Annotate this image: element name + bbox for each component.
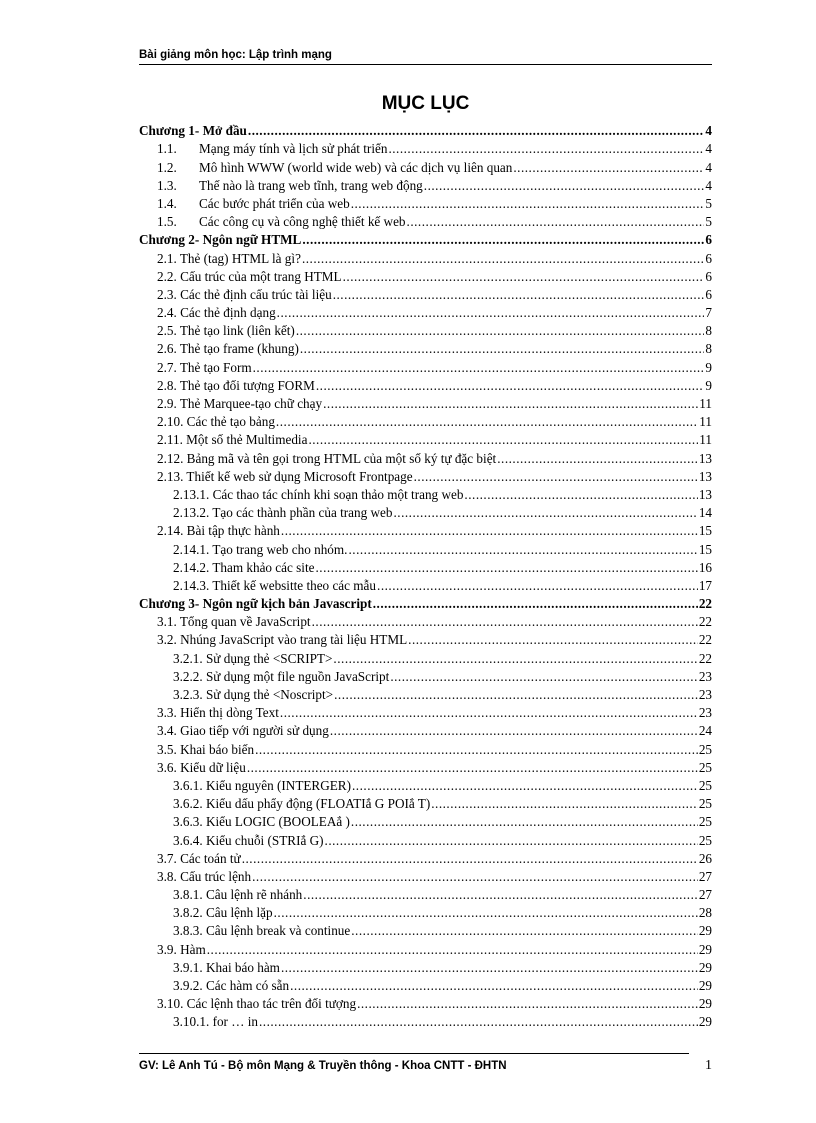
toc-entry-page: 25 xyxy=(698,759,712,775)
toc-entry-page: 23 xyxy=(698,687,712,702)
toc-entry-number: 1.2. xyxy=(157,159,177,175)
toc-entry-title: 3.8.1. Câu lệnh rẽ nhánh xyxy=(173,887,303,903)
dot-leader xyxy=(296,323,705,339)
toc-entry[interactable] xyxy=(139,812,712,830)
toc-entry-page: 4 xyxy=(705,141,712,157)
toc-entry-page: 13 xyxy=(698,450,712,466)
toc-entry-page: 7 xyxy=(705,305,712,321)
toc-entry-title: 2.14.2. Tham khảo các site xyxy=(173,559,315,575)
dot-leader xyxy=(497,451,698,467)
toc-entry-title: Chương 3- Ngôn ngữ kịch bản Javascript xyxy=(139,596,372,612)
toc-entry-page: 6 xyxy=(705,286,712,302)
dot-leader xyxy=(302,251,704,267)
toc-entry-page: 5 xyxy=(705,195,712,211)
dot-leader xyxy=(312,614,698,630)
toc-entry-page: 24 xyxy=(698,723,712,739)
dot-leader xyxy=(290,978,698,994)
toc-entry[interactable] xyxy=(139,139,712,157)
toc-entry-page: 6 xyxy=(705,250,712,266)
dot-leader xyxy=(352,778,698,794)
toc-entry-page: 29 xyxy=(698,941,712,957)
toc-entry-title: Mạng máy tính và lịch sử phát triển xyxy=(199,141,388,157)
toc-entry[interactable] xyxy=(139,612,712,630)
dot-leader xyxy=(351,923,698,939)
dot-leader xyxy=(390,669,698,685)
toc-entry-title: 3.1. Tổng quan về JavaScript xyxy=(157,614,311,630)
dot-leader xyxy=(408,632,698,648)
toc-entry-page: 26 xyxy=(698,850,712,866)
toc-entry-page: 13 xyxy=(698,468,712,484)
toc-entry-page: 9 xyxy=(705,377,712,393)
toc-entry-page: 4 xyxy=(705,123,712,139)
toc-entry-number: 1.3. xyxy=(157,177,177,193)
toc-entry-title: 2.14. Bài tập thực hành xyxy=(157,523,280,539)
toc-entry[interactable] xyxy=(139,339,712,357)
page-number: 1 xyxy=(705,1058,712,1073)
toc-entry-title: 3.8.2. Câu lệnh lặp xyxy=(173,905,273,921)
footer-rule xyxy=(139,1053,689,1054)
toc-entry[interactable] xyxy=(139,794,712,812)
dot-leader xyxy=(259,1014,698,1030)
dot-leader xyxy=(393,505,697,521)
toc-entry-page: 15 xyxy=(698,541,712,557)
toc-entry[interactable] xyxy=(139,867,712,885)
toc-entry-page: 29 xyxy=(698,1014,712,1030)
toc-entry[interactable] xyxy=(139,758,712,776)
toc-entry[interactable] xyxy=(139,176,712,194)
toc-entry-page: 9 xyxy=(705,359,712,375)
toc-entry-title: 2.12. Bảng mã và tên gọi trong HTML của một số ký tự đặc biệt xyxy=(157,450,497,466)
toc-entry-title: Thế nào là trang web tĩnh, trang web động xyxy=(199,177,423,193)
toc-entry-title: 2.7. Thẻ tạo Form xyxy=(157,359,252,375)
dot-leader xyxy=(316,378,705,394)
toc-entry-title: Các công cụ và công nghệ thiết kế web xyxy=(199,214,406,230)
toc-entry[interactable] xyxy=(139,721,712,739)
toc-entry-title: 2.11. Một số thẻ Multimedia xyxy=(157,432,308,448)
toc-entry-page: 17 xyxy=(698,577,712,593)
dot-leader xyxy=(325,833,698,849)
toc-entry-page: 8 xyxy=(705,323,712,339)
toc-entry[interactable] xyxy=(139,467,712,485)
dot-leader xyxy=(247,760,698,776)
dot-leader xyxy=(343,269,705,285)
dot-leader xyxy=(315,560,697,576)
toc-entry-title: 3.2.2. Sử dụng một file nguồn JavaScript xyxy=(173,668,390,684)
dot-leader xyxy=(255,742,698,758)
toc-entry[interactable] xyxy=(139,703,712,721)
toc-entry-page: 13 xyxy=(698,486,712,502)
toc-entry[interactable] xyxy=(139,958,712,976)
toc-entry-title: 2.6. Thẻ tạo frame (khung) xyxy=(157,341,299,357)
dot-leader xyxy=(242,851,698,867)
toc-entry-page: 6 xyxy=(705,268,712,284)
dot-leader xyxy=(373,596,698,612)
toc-entry-title: 3.6.4. Kiểu chuỗi (STRIắ G) xyxy=(173,832,324,848)
toc-entry-title: 3.6. Kiểu dữ liệu xyxy=(157,759,246,775)
toc-entry[interactable] xyxy=(139,376,712,394)
toc-entry-title: Chương 1- Mở đầu xyxy=(139,123,247,139)
toc-entry-page: 4 xyxy=(705,159,712,175)
toc-entry[interactable] xyxy=(139,212,712,230)
toc-entry[interactable] xyxy=(139,412,712,430)
toc-entry-page: 29 xyxy=(698,996,712,1012)
toc-entry-number: 1.4. xyxy=(157,195,177,211)
toc-entry-title: 3.3. Hiển thị dòng Text xyxy=(157,705,279,721)
toc-entry-page: 11 xyxy=(699,432,712,448)
dot-leader xyxy=(248,123,705,139)
dot-leader xyxy=(276,414,698,430)
toc-entry[interactable] xyxy=(139,1012,712,1030)
running-footer: GV: Lê Anh Tú - Bộ môn Mạng & Truyền thông - Khoa CNTT - ĐHTN xyxy=(139,1060,507,1072)
toc-entry-title: 2.13.2. Tạo các thành phần của trang web xyxy=(173,505,393,521)
header-rule xyxy=(139,64,712,65)
dot-leader xyxy=(281,523,698,539)
toc-entry-page: 11 xyxy=(699,396,712,411)
toc-entry[interactable] xyxy=(139,921,712,939)
toc-entry-title: 3.5. Khai báo biến xyxy=(157,741,255,757)
toc-entry-title: 2.8. Thẻ tạo đối tượng FORM xyxy=(157,377,315,393)
dot-leader xyxy=(300,341,705,357)
toc-entry[interactable] xyxy=(139,394,712,412)
dot-leader xyxy=(308,432,698,448)
dot-leader xyxy=(330,723,698,739)
toc-entry-page: 23 xyxy=(698,668,712,684)
toc-entry-page: 29 xyxy=(698,978,712,993)
dot-leader xyxy=(351,814,698,830)
toc-entry-page: 27 xyxy=(698,887,712,903)
dot-leader xyxy=(351,196,705,212)
dot-leader xyxy=(424,178,705,194)
toc-entry[interactable] xyxy=(139,285,712,303)
dot-leader xyxy=(274,905,698,921)
toc-entry-title: 3.10. Các lệnh thao tác trên đối tượng xyxy=(157,996,357,1012)
toc-entry[interactable] xyxy=(139,976,712,994)
dot-leader xyxy=(377,578,698,594)
toc-entry-page: 23 xyxy=(698,705,712,721)
dot-leader xyxy=(281,960,698,976)
toc-entry[interactable] xyxy=(139,558,712,576)
toc-entry-title: Mô hình WWW (world wide web) và các dịch vụ liên quan xyxy=(199,159,513,175)
toc-entry-page: 6 xyxy=(705,232,712,248)
toc-chapter-entry[interactable] xyxy=(139,594,712,612)
toc-entry[interactable] xyxy=(139,849,712,867)
toc-entry[interactable] xyxy=(139,667,712,685)
toc-entry[interactable] xyxy=(139,303,712,321)
toc-entry-page: 8 xyxy=(705,341,712,357)
toc-entry[interactable] xyxy=(139,630,712,648)
toc-entry[interactable] xyxy=(139,267,712,285)
toc-entry-title: 3.9.1. Khai báo hàm xyxy=(173,959,280,975)
toc-entry-page: 4 xyxy=(705,177,712,193)
table-of-contents xyxy=(139,121,712,1030)
toc-entry-title: 3.2.3. Sử dụng thẻ <Noscript> xyxy=(173,687,334,702)
dot-leader xyxy=(207,942,698,958)
toc-entry[interactable] xyxy=(139,448,712,466)
toc-entry-page: 25 xyxy=(698,814,712,830)
toc-entry-title: 3.10.1. for … in xyxy=(173,1014,258,1030)
toc-entry-title: 3.6.3. Kiểu LOGIC (BOOLEAắ ) xyxy=(173,814,350,830)
toc-chapter-entry[interactable] xyxy=(139,121,712,139)
toc-entry-title: 2.5. Thẻ tạo link (liên kết) xyxy=(157,323,295,339)
dot-leader xyxy=(357,996,698,1012)
toc-entry[interactable] xyxy=(139,994,712,1012)
dot-leader xyxy=(323,396,698,412)
toc-entry-title: 2.3. Các thẻ định cấu trúc tài liệu xyxy=(157,286,332,302)
toc-entry-page: 16 xyxy=(698,559,712,575)
toc-entry[interactable] xyxy=(139,776,712,794)
toc-entry-title: 2.13.1. Các thao tác chính khi soạn thảo một trang web xyxy=(173,486,464,502)
dot-leader xyxy=(407,214,705,230)
toc-entry-title: 2.1. Thẻ (tag) HTML là gì? xyxy=(157,250,301,266)
toc-entry[interactable] xyxy=(139,485,712,503)
toc-entry[interactable] xyxy=(139,157,712,175)
toc-entry-page: 14 xyxy=(698,505,712,521)
dot-leader xyxy=(464,487,697,503)
toc-entry-number: 1.1. xyxy=(157,141,177,157)
dot-leader xyxy=(388,141,704,157)
toc-entry-page: 22 xyxy=(698,650,712,666)
toc-entry-page: 29 xyxy=(698,923,712,939)
dot-leader xyxy=(252,869,698,885)
toc-entry-title: 2.14.1. Tạo trang web cho nhóm. xyxy=(173,541,348,557)
toc-entry-title: 3.6.1. Kiểu nguyên (INTERGER) xyxy=(173,777,351,793)
toc-entry-page: 29 xyxy=(698,959,712,975)
dot-leader xyxy=(431,796,698,812)
toc-entry-page: 22 xyxy=(698,596,712,612)
toc-entry[interactable] xyxy=(139,248,712,266)
dot-leader xyxy=(302,232,704,248)
toc-entry-title: 3.2.1. Sử dụng thẻ <SCRIPT> xyxy=(173,650,333,666)
toc-entry-title: 2.4. Các thẻ định dạng xyxy=(157,305,276,321)
toc-entry-page: 25 xyxy=(698,796,712,812)
toc-entry-title: 2.10. Các thẻ tạo bảng xyxy=(157,414,275,430)
dot-leader xyxy=(348,542,697,558)
toc-entry-page: 22 xyxy=(698,614,712,630)
toc-title: MỤC LỤC xyxy=(381,93,470,114)
dot-leader xyxy=(513,160,704,176)
toc-entry[interactable] xyxy=(139,321,712,339)
toc-entry-title: 3.4. Giao tiếp với người sử dụng xyxy=(157,723,329,739)
toc-entry-title: 3.8. Cấu trúc lệnh xyxy=(157,868,252,884)
toc-entry[interactable] xyxy=(139,521,712,539)
toc-entry[interactable] xyxy=(139,939,712,957)
toc-entry-page: 5 xyxy=(705,214,712,230)
running-header: Bài giảng môn học: Lập trình mạng xyxy=(139,49,332,61)
dot-leader xyxy=(414,469,698,485)
toc-entry[interactable] xyxy=(139,830,712,848)
dot-leader xyxy=(303,887,698,903)
toc-entry[interactable] xyxy=(139,685,712,703)
toc-entry[interactable] xyxy=(139,194,712,212)
toc-entry-title: 3.2. Nhúng JavaScript vào trang tài liệu HTML xyxy=(157,632,408,648)
toc-entry[interactable] xyxy=(139,885,712,903)
dot-leader xyxy=(277,305,705,321)
dot-leader xyxy=(333,287,705,303)
dot-leader xyxy=(280,705,698,721)
toc-entry[interactable] xyxy=(139,357,712,375)
dot-leader xyxy=(253,360,705,376)
toc-entry-title: Các bước phát triển của web xyxy=(199,195,350,211)
toc-entry-page: 25 xyxy=(698,741,712,757)
toc-entry[interactable] xyxy=(139,648,712,666)
toc-entry-title: 2.2. Cấu trúc của một trang HTML xyxy=(157,268,342,284)
toc-entry[interactable] xyxy=(139,576,712,594)
toc-entry-title: 2.14.3. Thiết kế websitte theo các mẫu xyxy=(173,577,377,593)
toc-entry-number: 1.5. xyxy=(157,214,177,230)
toc-entry[interactable] xyxy=(139,503,712,521)
dot-leader xyxy=(333,651,697,667)
toc-entry[interactable] xyxy=(139,903,712,921)
toc-entry[interactable] xyxy=(139,539,712,557)
toc-entry-title: 2.9. Thẻ Marquee-tạo chữ chạy xyxy=(157,396,323,411)
toc-chapter-entry[interactable] xyxy=(139,230,712,248)
toc-entry-title: 3.8.3. Câu lệnh break và continue xyxy=(173,923,351,939)
toc-entry-title: 3.6.2. Kiểu dấu phẩy động (FLOATIắ G POIắ T) xyxy=(173,796,431,812)
toc-entry-title: 3.9. Hàm xyxy=(157,941,206,957)
toc-entry-title: 3.7. Các toán tử xyxy=(157,850,241,866)
toc-entry-page: 27 xyxy=(698,868,712,884)
toc-entry-title: Chương 2- Ngôn ngữ HTML xyxy=(139,232,302,248)
toc-entry[interactable] xyxy=(139,739,712,757)
toc-entry[interactable] xyxy=(139,430,712,448)
toc-entry-title: 2.13. Thiết kế web sử dụng Microsoft Frontpage xyxy=(157,468,413,484)
toc-entry-page: 25 xyxy=(698,832,712,848)
toc-entry-page: 15 xyxy=(698,523,712,539)
toc-entry-page: 11 xyxy=(699,414,712,430)
toc-entry-page: 25 xyxy=(698,777,712,793)
toc-entry-page: 28 xyxy=(698,905,712,921)
toc-entry-title: 3.9.2. Các hàm có sẵn xyxy=(173,978,290,993)
dot-leader xyxy=(334,687,698,703)
toc-entry-page: 22 xyxy=(698,632,712,648)
